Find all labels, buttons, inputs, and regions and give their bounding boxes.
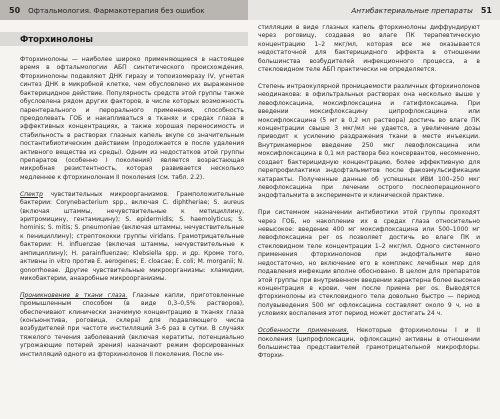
left-paragraph-2 (20, 191, 244, 284)
penetration-text: Глазные капли, приготовленные промышленным способом (в виде 0,3–0,5% растворов), обеспечивают клинически значимую концентрацию в тканях глаза (конъюнктива, роговица, склера) для подавляющего числа возбудителей при частоте инстилляций 3–6 раз в сутки. В случаях тяжелого течения заболеваний (включая кератиты, потенциально угрожающие потерей зрения) назначают режим форсированных инстилляций одного из фторхинолонов II поколения. После ин- (20, 291, 244, 358)
right-paragraph-2: Степень интраокулярной проницаемости различных фторхинолонов неодинакова: в офильтральных растворах она несколько выше у левофлоксацина, моксифлоксацина и гатифлоксацина. При введении моксифлоксацину ципрофлоксацина или моксифлоксацина (5 мг в 0,2 мл раствора) достичь во влаге ПК концентрации свыше 3 мкг/мл не удается, а увеличение дозы приводит к усилению раздражения ткани в месте инъекции. Внутрикамерное введение 250 мкг левофлоксацина или моксифлоксацина в 0,1 мл раствора без консервантов, несомненно, создает бактерицидную концентрацию, более эффективную для перепрофилактики эндофтальмитов после факоэмульсификации катаракты. Полученные данные об успешных ИВИ 100–250 мкг левофлоксацина при лечении острого послеоперационного эндофтальмита в эксперименте и клинической практике. (258, 82, 480, 200)
right-paragraph-3: При системном назначении антибиотики этой группы проходят через ГОБ, но накопление их в средах глаза относительно невысокое: введение 400 мг моксифлоксацина или 500–1000 мг левофлоксацина per os позволяет достичь во влаге ПК и стекловидном теле концентрации 1–2 мкг/мл. Одного системного применения фторхинолонов при эндофтальмите явно недостаточно, но включение его в комплекс лечебных мер для подавления инфекции вполне обосновано. В целом для препаратов этой группы при внутривенном введении характерна более высокая концентрация в крови, чем после приема per os. Выводятся фторхинолоны из стекловидного тела довольно быстро — период полувыведения 500 мг офлоксацина составляет около 9 ч, но в условиях воспаления этот период может достигать 24 ч. (258, 209, 480, 318)
spectrum-text: чувствительных микроорганизмов. Грамположительные бактерии: Corynebacterium spp., включая C. diphtheriae; S. aureus (включая штаммы, нечувствительные к метициллину, эритромицину, гентамицину); S. epidermidis; S. haemolyticus; S. hominis; S. mitis; S. pneumoniae (включая штаммы, нечувствительные к пенициллину); стрептококки группы viridans. Грамотрицательные бактерии: H. influenzae (включая штаммы, нечувствительные к ампициллину); H. parainfluenzae; Klebsiella spp. и др. Кроме того, активны in vitro против E. aerogenes; E. cloacae; E. coli; M. morganii; N. gonorrhoeae. Другие чувствительные микроорганизмы: хламидии, микобактерии, анаэробные микроорганизмы. (20, 190, 244, 282)
left-paragraph-3 (20, 292, 244, 359)
spectrum-term: Спектр (20, 190, 43, 198)
right-column (258, 24, 480, 369)
features-text: Некоторые фторхинолоны I и II поколения (ципрофлоксацин, офлоксацин) активны в отношении большинства представителей грамотрицательной микрофлоры. Фторхи- (258, 327, 480, 360)
header-left (0, 0, 248, 20)
left-paragraph-1: Фторхинолоны — наиболее широко применяющиеся в настоящее время в офтальмологии АБП синтетического происхождения. Фторхинолоны подавляют ДНК гиразу и топоизомеразу IV, угнетая синтез ДНК в микробной клетке, чем обусловлено их выраженное бактерицидное действие. Популярность средств этой группы также обусловлена рядом других факторов, в числе которых возможность парентерального и перорального применения, способность преодолевать ГОБ и накапливаться в тканях и средах глаза в эффективных концентрациях, а также хорошая переносимость и стабильность в растворах глазных капель вкупе со значительным постантибиотическим действием (продолжается в после удаления активного вещества из среды). Одним из недостатков этой группы препаратов (особенно I поколения) является возрастающая микробная резистентность, которая развивается несколько медленнее к фторхинолонам II поколения (см. табл. 2.2). (20, 56, 244, 181)
features-term: Особенности применения. (258, 327, 349, 335)
left-page-number: 50 (9, 5, 21, 15)
left-column (20, 56, 244, 368)
right-running-title: Антибактериальные препараты (351, 5, 473, 15)
header-right (248, 0, 500, 20)
page-header (0, 0, 500, 20)
penetration-term: Проникновение в ткани глаза. (20, 291, 128, 299)
right-page-number: 51 (480, 5, 492, 15)
right-paragraph-1: стилляции в виде глазных капель фторхинолоны диффундируют через роговицу, создавая во влаге ПК терапевтическую концентрацию 1–2 мкг/мл, которая все же оказывается недостаточной для бактерицидного эффекта в отношении большинства возбудителей инфекционного процесса, а в стекловидном теле АБП практически не определяется. (258, 24, 480, 74)
section-title: Фторхинолоны (20, 34, 93, 44)
left-running-title: Офтальмология. Фармакотерапия без ошибок (28, 5, 205, 15)
right-paragraph-4 (258, 327, 480, 361)
